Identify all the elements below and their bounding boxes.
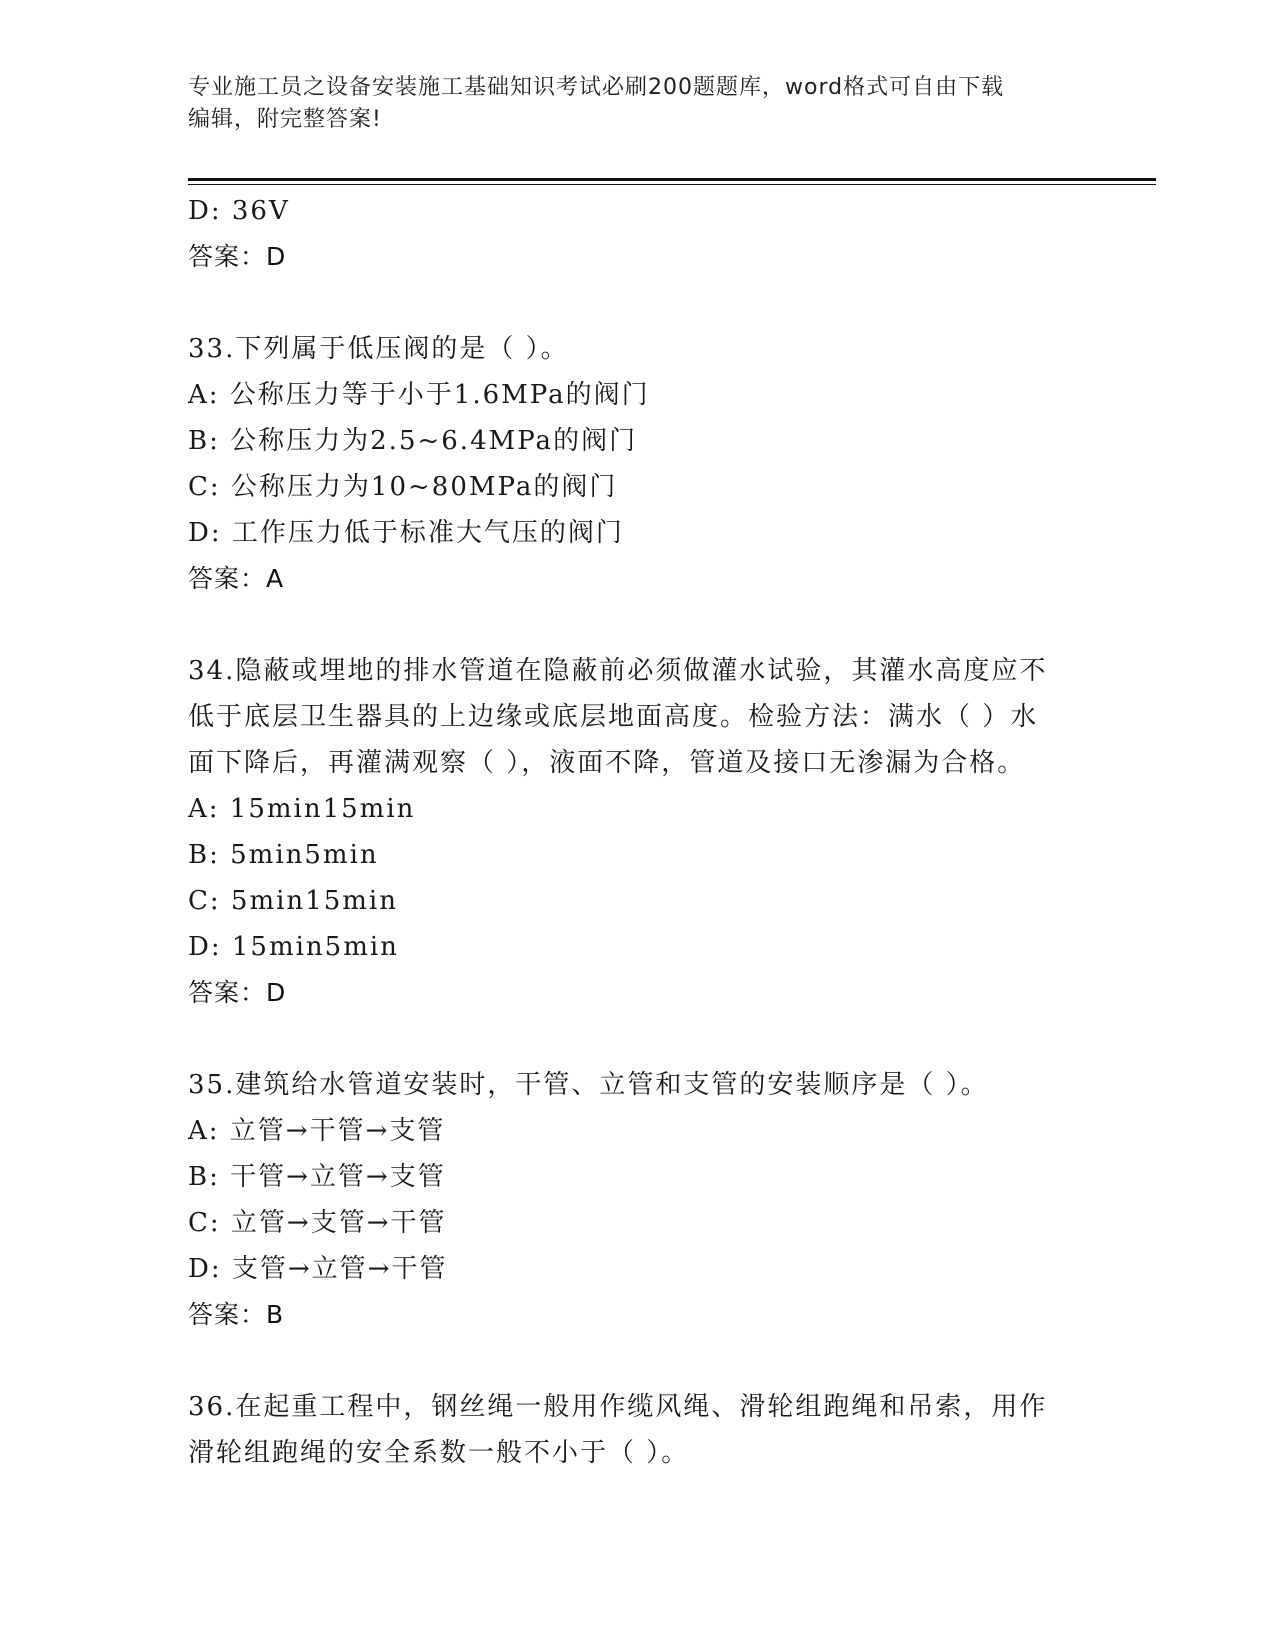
question-stem	[188, 1062, 1088, 1108]
question-stem	[188, 326, 1088, 372]
stem-line: 33.下列属于低压阀的是（ ）。	[188, 334, 569, 364]
answer-line: 答案：D	[188, 242, 287, 271]
question-32-tail	[188, 188, 1088, 280]
option-a: A: 公称压力等于小于1.6MPa的阀门	[188, 380, 650, 410]
spacer	[188, 280, 1088, 326]
question-content	[188, 188, 1088, 1476]
spacer	[188, 602, 1088, 648]
stem-line: 滑轮组跑绳的安全系数一般不小于（ ）。	[188, 1438, 690, 1468]
question-34	[188, 648, 1088, 1016]
option-b: B: 公称压力为2.5~6.4MPa的阀门	[188, 426, 638, 456]
stem-line: 低于底层卫生器具的上边缘或底层地面高度。检验方法：满水（ ）水	[188, 702, 1039, 732]
option-d: D: 15min5min	[188, 932, 399, 962]
question-33	[188, 326, 1088, 602]
stem-line: 面下降后，再灌满观察（ ），液面不降，管道及接口无渗漏为合格。	[188, 748, 1026, 778]
option-c: C: 公称压力为10~80MPa的阀门	[188, 472, 618, 502]
header-line-1: 专业施工员之设备安装施工基础知识考试必刷200题题库，word格式可自由下载	[188, 75, 1005, 100]
header-line-2: 编辑，附完整答案!	[188, 107, 382, 132]
question-stem	[188, 1384, 1088, 1476]
answer-line: 答案：D	[188, 978, 287, 1007]
header-divider-thin	[188, 184, 1156, 185]
page-header	[188, 72, 1078, 136]
answer-line: 答案：A	[188, 564, 285, 593]
option-d: D: 36V	[188, 196, 290, 226]
answer-line: 答案：B	[188, 1300, 285, 1329]
option-c: C: 5min15min	[188, 886, 398, 916]
option-a: A: 立管→干管→支管	[188, 1116, 446, 1146]
header-divider-thick	[188, 178, 1156, 181]
option-c: C: 立管→支管→干管	[188, 1208, 447, 1238]
question-36	[188, 1384, 1088, 1476]
stem-line: 36.在起重工程中，钢丝绳一般用作缆风绳、滑轮组跑绳和吊索，用作	[188, 1392, 1048, 1422]
question-stem	[188, 648, 1088, 786]
option-d: D: 工作压力低于标准大气压的阀门	[188, 518, 624, 548]
question-35	[188, 1062, 1088, 1338]
spacer	[188, 1338, 1088, 1384]
stem-line: 35.建筑给水管道安装时，干管、立管和支管的安装顺序是（ ）。	[188, 1070, 989, 1100]
stem-line: 34.隐蔽或埋地的排水管道在隐蔽前必须做灌水试验，其灌水高度应不	[188, 656, 1048, 686]
option-b: B: 干管→立管→支管	[188, 1162, 446, 1192]
option-b: B: 5min5min	[188, 840, 379, 870]
option-a: A: 15min15min	[188, 794, 416, 824]
spacer	[188, 1016, 1088, 1062]
option-d: D: 支管→立管→干管	[188, 1254, 448, 1284]
